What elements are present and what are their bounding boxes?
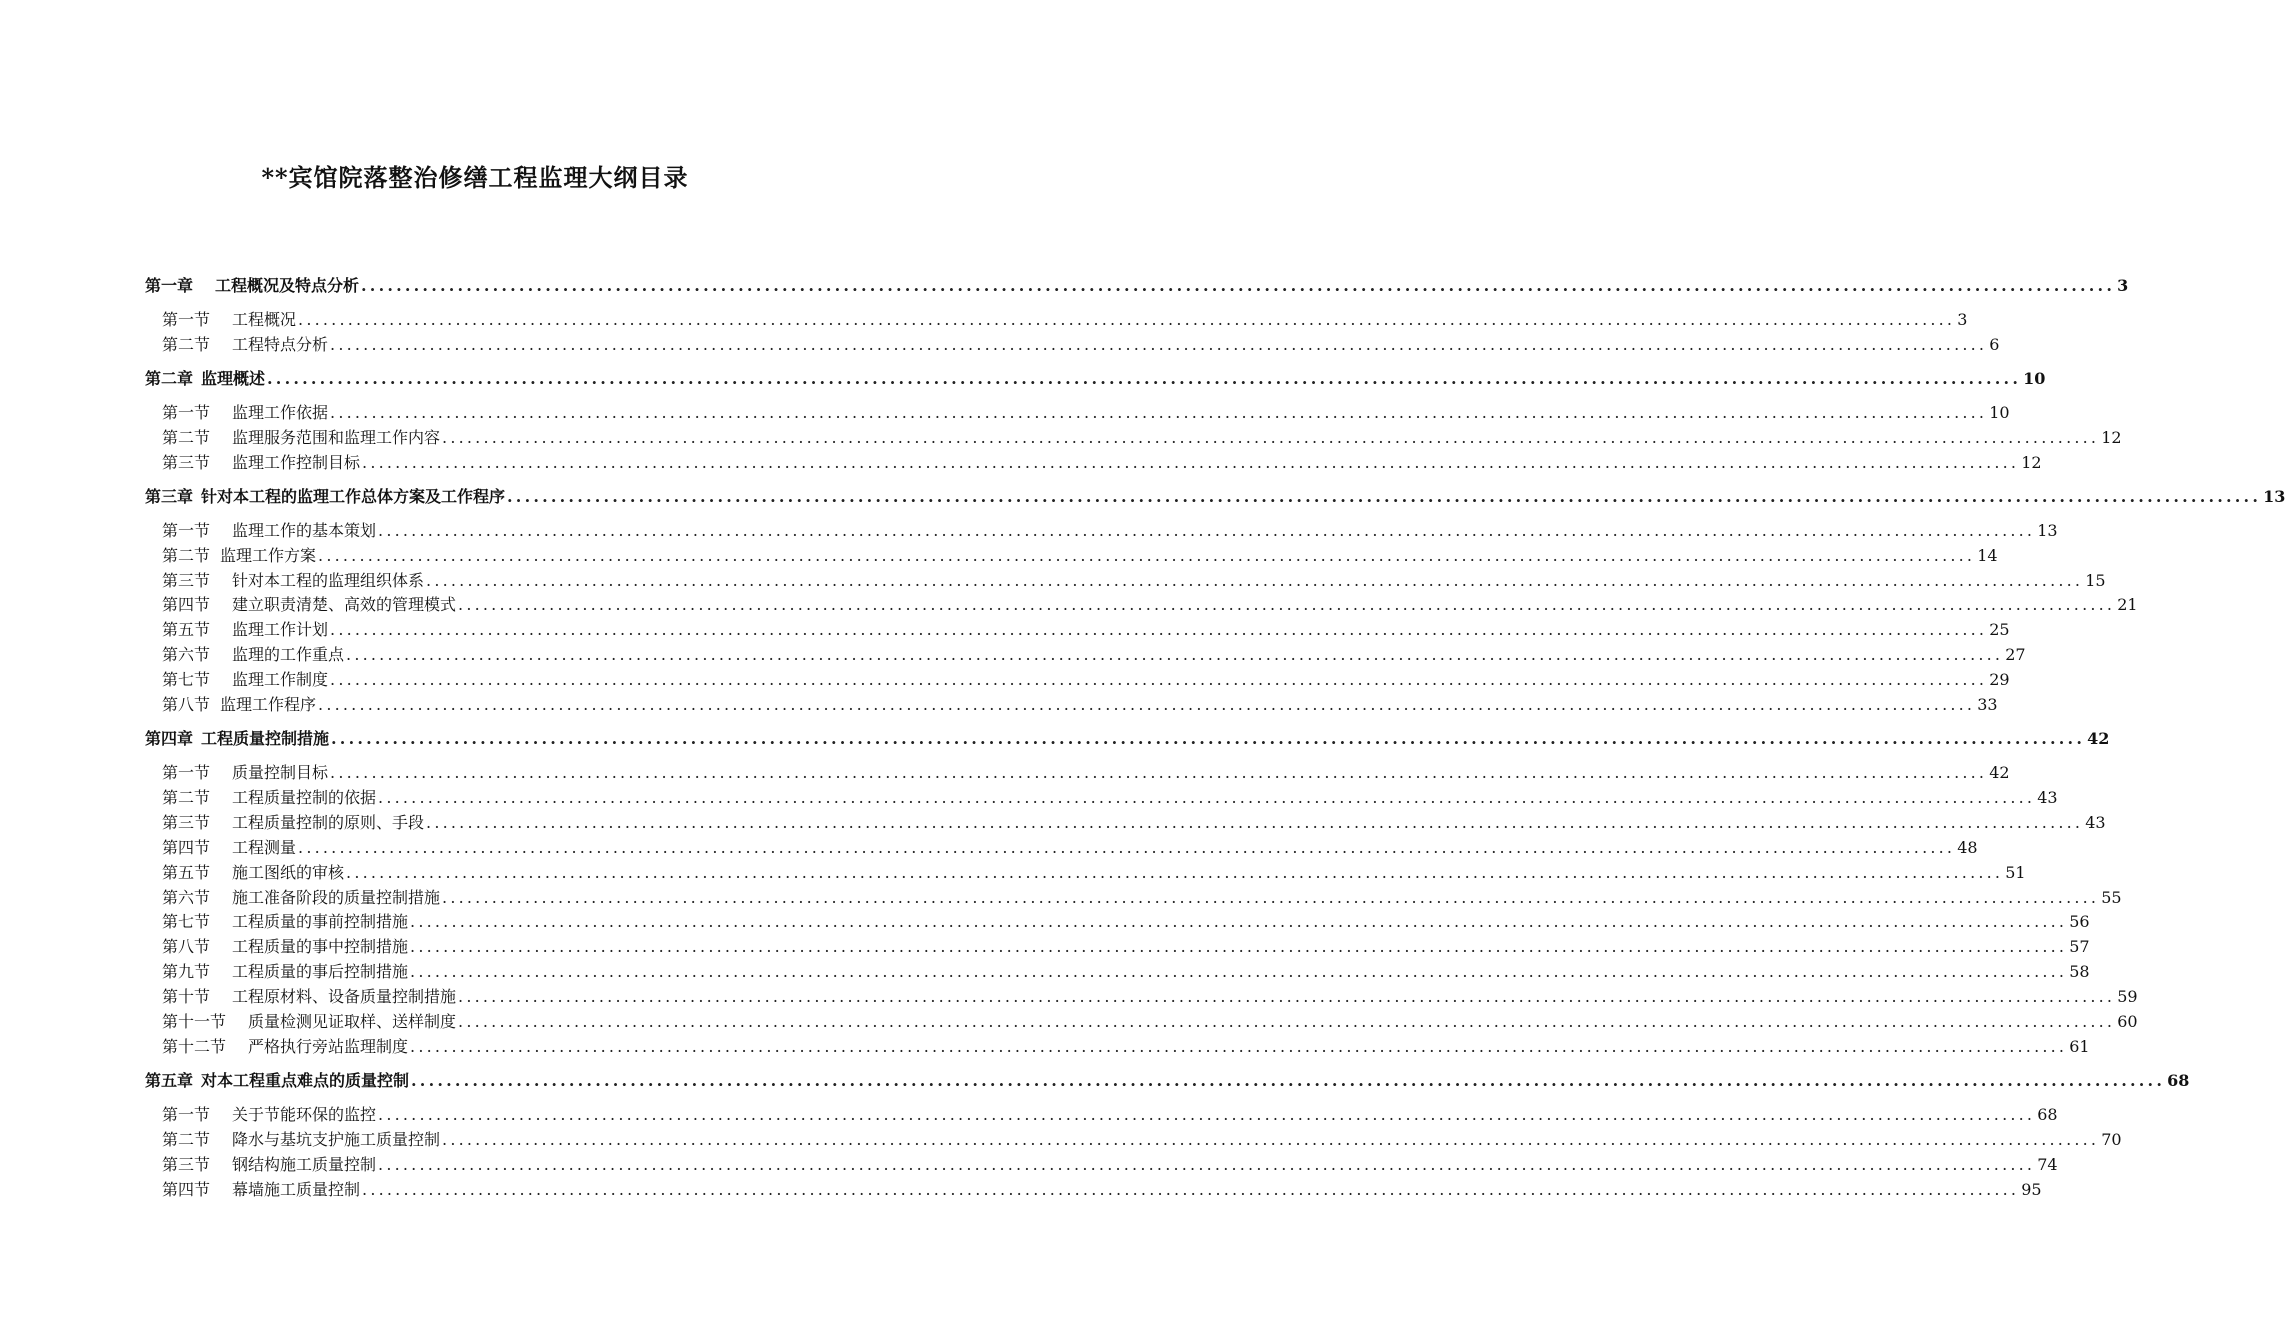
- toc-entry-number: 第四节: [162, 837, 211, 857]
- toc-chapter-row: [145, 1068, 2190, 1091]
- toc-section-row: [162, 810, 2106, 833]
- toc-section-row: [162, 984, 2138, 1007]
- toc-section-row: [162, 885, 2122, 908]
- toc-page-number: 21: [2117, 595, 2138, 615]
- toc-dot-leader: ........................................................................................................................................................................................................: [346, 645, 2004, 665]
- toc-chapter-row: [145, 726, 2110, 749]
- toc-page-number: 68: [2037, 1104, 2058, 1124]
- toc-entry-title: 工程质量控制的原则、手段: [232, 812, 425, 832]
- toc-page-number: 56: [2069, 912, 2090, 932]
- toc-page-number: 29: [1989, 670, 2010, 690]
- toc-dot-leader: ........................................................................................................................................................................................................: [410, 1036, 2068, 1056]
- toc-entry-title: 工程质量控制的依据: [232, 787, 377, 807]
- toc-entry-title: 监理工作的基本策划: [232, 520, 377, 540]
- toc-section-row: [162, 425, 2122, 448]
- toc-page-number: 13: [2263, 486, 2285, 506]
- toc-dot-leader: ........................................................................................................................................................................................................: [442, 1129, 2100, 1149]
- toc-entry-number: 第四节: [162, 1179, 211, 1199]
- toc-dot-leader: ........................................................................................................................................................................................................: [442, 887, 2100, 907]
- toc-page-number: 55: [2101, 887, 2122, 907]
- toc-entry-title: 工程测量: [232, 837, 297, 857]
- toc-entry-title: 对本工程重点难点的质量控制: [201, 1070, 410, 1090]
- toc-section-row: [162, 307, 1968, 330]
- toc-page-number: 13: [2037, 520, 2058, 540]
- toc-page-number: 43: [2085, 812, 2106, 832]
- toc-entry-title: 降水与基坑支护施工质量控制: [232, 1129, 441, 1149]
- toc-section-row: [162, 592, 2138, 615]
- toc-dot-leader: ........................................................................................................................................................................................................: [267, 368, 2022, 388]
- toc-dot-leader: ........................................................................................................................................................................................................: [330, 402, 1988, 422]
- toc-section-row: [162, 785, 2058, 808]
- toc-entry-title: 工程质量的事后控制措施: [232, 962, 409, 982]
- toc-page-number: 95: [2021, 1179, 2042, 1199]
- toc-entry-title: 工程质量的事中控制措施: [232, 937, 409, 957]
- toc-section-row: [162, 1009, 2138, 1032]
- toc-page-number: 33: [1977, 695, 1998, 714]
- toc-page-number: 74: [2037, 1154, 2058, 1174]
- toc-dot-leader: ........................................................................................................................................................................................................: [362, 452, 2020, 472]
- toc-section-row: [162, 909, 2090, 932]
- toc-section-row: [162, 760, 2010, 783]
- toc-section-row: [162, 692, 1998, 715]
- toc-entry-title: 监理工作控制目标: [232, 452, 361, 472]
- toc-entry-number: 第三章: [145, 486, 194, 506]
- toc-entry-number: 第一章: [145, 276, 194, 295]
- toc-section-row: [162, 568, 2106, 591]
- toc-entry-number: 第二节: [162, 545, 211, 565]
- toc-entry-number: 第四章: [145, 729, 194, 748]
- toc-entry-title: 施工准备阶段的质量控制措施: [232, 887, 441, 907]
- toc-entry-number: 第三节: [162, 812, 211, 832]
- toc-dot-leader: ........................................................................................................................................................................................................: [426, 812, 2084, 832]
- toc-section-row: [162, 617, 2010, 640]
- toc-section-row: [162, 1177, 2042, 1200]
- toc-entry-number: 第八节: [162, 695, 211, 714]
- toc-section-row: [162, 332, 2000, 355]
- toc-entry-title: 监理工作制度: [232, 670, 329, 690]
- toc-entry-number: 第一节: [162, 1104, 211, 1124]
- toc-dot-leader: ........................................................................................................................................................................................................: [298, 310, 1956, 329]
- toc-dot-leader: ........................................................................................................................................................................................................: [378, 1104, 2036, 1124]
- toc-entry-number: 第七节: [162, 912, 211, 932]
- toc-page-number: 68: [2167, 1070, 2190, 1090]
- toc-entry-number: 第五章: [145, 1070, 194, 1090]
- toc-entry-title: 严格执行旁站监理制度: [248, 1036, 409, 1056]
- toc-entry-title: 监理概述: [201, 368, 266, 388]
- toc-section-row: [162, 1127, 2122, 1150]
- toc-entry-number: 第十二节: [162, 1036, 227, 1056]
- toc-entry-title: 质量控制目标: [232, 763, 329, 782]
- toc-entry-title: 工程特点分析: [232, 334, 329, 354]
- toc-page-number: 48: [1957, 837, 1978, 857]
- toc-entry-number: 第三节: [162, 570, 211, 590]
- toc-page-number: 12: [2021, 452, 2042, 472]
- toc-dot-leader: ........................................................................................................................................................................................................: [318, 545, 1976, 565]
- toc-dot-leader: ........................................................................................................................................................................................................: [458, 1012, 2116, 1031]
- toc-dot-leader: ........................................................................................................................................................................................................: [298, 837, 1956, 857]
- toc-entry-number: 第一节: [162, 402, 211, 422]
- toc-entry-number: 第二节: [162, 1129, 211, 1149]
- toc-entry-number: 第一节: [162, 520, 211, 540]
- toc-page-number: 51: [2005, 862, 2026, 882]
- toc-section-row: [162, 959, 2090, 982]
- toc-section-row: [162, 450, 2042, 473]
- toc-entry-title: 针对本工程的监理工作总体方案及工作程序: [201, 486, 506, 506]
- toc-chapter-row: [145, 366, 2046, 389]
- toc-page-number: 27: [2005, 645, 2026, 665]
- toc-entry-title: 工程概况: [232, 310, 297, 329]
- toc-entry-number: 第十一节: [162, 1012, 227, 1031]
- toc-section-row: [162, 835, 1978, 858]
- toc-entry-title: 工程原材料、设备质量控制措施: [232, 987, 457, 1007]
- toc-entry-number: 第三节: [162, 1154, 211, 1174]
- toc-entry-number: 第十节: [162, 987, 211, 1007]
- toc-page-number: 14: [1977, 545, 1998, 565]
- toc-dot-leader: ........................................................................................................................................................................................................: [362, 1179, 2020, 1199]
- toc-section-row: [162, 667, 2010, 690]
- toc-entry-number: 第五节: [162, 620, 211, 640]
- toc-page-number: 3: [1957, 310, 1968, 329]
- toc-entry-title: 钢结构施工质量控制: [232, 1154, 377, 1174]
- toc-entry-number: 第一节: [162, 310, 211, 329]
- toc-entry-title: 关于节能环保的监控: [232, 1104, 377, 1124]
- toc-dot-leader: ........................................................................................................................................................................................................: [442, 427, 2100, 447]
- toc-page-number: 43: [2037, 787, 2058, 807]
- toc-dot-leader: ........................................................................................................................................................................................................: [410, 962, 2068, 982]
- toc-entry-title: 监理工作计划: [232, 620, 329, 640]
- toc-page-number: 3: [2117, 276, 2129, 295]
- toc-entry-number: 第三节: [162, 452, 211, 472]
- toc-section-row: [162, 1152, 2058, 1175]
- toc-section-row: [162, 642, 2026, 665]
- toc-page-number: 57: [2069, 937, 2090, 957]
- toc-dot-leader: ........................................................................................................................................................................................................: [378, 520, 2036, 540]
- toc-page-number: 10: [2023, 368, 2046, 388]
- toc-entry-title: 监理工作方案: [220, 545, 317, 565]
- toc-section-row: [162, 543, 1998, 566]
- toc-entry-title: 工程质量的事前控制措施: [232, 912, 409, 932]
- toc-entry-number: 第六节: [162, 645, 211, 665]
- toc-section-row: [162, 518, 2058, 541]
- toc-section-row: [162, 934, 2090, 957]
- toc-dot-leader: ........................................................................................................................................................................................................: [378, 787, 2036, 807]
- toc-page-number: 25: [1989, 620, 2010, 640]
- toc-page-number: 61: [2069, 1036, 2090, 1056]
- toc-entry-number: 第四节: [162, 595, 211, 615]
- toc-entry-title: 幕墙施工质量控制: [232, 1179, 361, 1199]
- toc-dot-leader: ........................................................................................................................................................................................................: [318, 695, 1976, 714]
- toc-page-number: 42: [1989, 763, 2010, 782]
- toc-entry-number: 第二节: [162, 787, 211, 807]
- toc-page-number: 6: [1989, 334, 2000, 354]
- toc-section-row: [162, 1034, 2090, 1057]
- toc-page-number: 70: [2101, 1129, 2122, 1149]
- toc-page-number: 10: [1989, 402, 2010, 422]
- toc-entry-title: 监理的工作重点: [232, 645, 345, 665]
- toc-page-number: 42: [2087, 729, 2110, 748]
- toc-dot-leader: ........................................................................................................................................................................................................: [361, 276, 2116, 295]
- toc-dot-leader: ........................................................................................................................................................................................................: [507, 486, 2262, 506]
- toc-entry-number: 第二章: [145, 368, 194, 388]
- toc-entry-title: 质量检测见证取样、送样制度: [248, 1012, 457, 1031]
- toc-entry-title: 工程质量控制措施: [201, 729, 330, 748]
- toc-entry-title: 施工图纸的审核: [232, 862, 345, 882]
- document-title: **宾馆院落整治修缮工程监理大纲目录: [261, 163, 689, 192]
- toc-dot-leader: ........................................................................................................................................................................................................: [410, 937, 2068, 957]
- toc-entry-title: 监理工作程序: [220, 695, 317, 714]
- toc-dot-leader: ........................................................................................................................................................................................................: [410, 912, 2068, 932]
- toc-dot-leader: ........................................................................................................................................................................................................: [330, 334, 1988, 354]
- toc-entry-number: 第二节: [162, 334, 211, 354]
- toc-entry-number: 第二节: [162, 427, 211, 447]
- toc-entry-title: 针对本工程的监理组织体系: [232, 570, 425, 590]
- toc-entry-title: 工程概况及特点分析: [215, 276, 360, 295]
- toc-entry-number: 第九节: [162, 962, 211, 982]
- toc-entry-number: 第八节: [162, 937, 211, 957]
- toc-dot-leader: ........................................................................................................................................................................................................: [330, 670, 1988, 690]
- toc-entry-title: 建立职责清楚、高效的管理模式: [232, 595, 457, 615]
- toc-entry-number: 第六节: [162, 887, 211, 907]
- toc-dot-leader: ........................................................................................................................................................................................................: [330, 763, 1988, 782]
- toc-entry-number: 第七节: [162, 670, 211, 690]
- toc-page-number: 15: [2085, 570, 2106, 590]
- toc-entry-number: 第一节: [162, 763, 211, 782]
- toc-dot-leader: ........................................................................................................................................................................................................: [331, 729, 2086, 748]
- toc-dot-leader: ........................................................................................................................................................................................................: [378, 1154, 2036, 1174]
- toc-page-number: 59: [2117, 987, 2138, 1007]
- toc-dot-leader: ........................................................................................................................................................................................................: [330, 620, 1988, 640]
- toc-chapter-row: [145, 484, 2285, 507]
- toc-dot-leader: ........................................................................................................................................................................................................: [411, 1070, 2166, 1090]
- toc-page-number: 60: [2117, 1012, 2138, 1031]
- toc-page-number: 12: [2101, 427, 2122, 447]
- toc-dot-leader: ........................................................................................................................................................................................................: [346, 862, 2004, 882]
- toc-entry-title: 监理服务范围和监理工作内容: [232, 427, 441, 447]
- toc-dot-leader: ........................................................................................................................................................................................................: [458, 595, 2116, 615]
- toc-section-row: [162, 860, 2026, 883]
- toc-section-row: [162, 1102, 2058, 1125]
- toc-entry-number: 第五节: [162, 862, 211, 882]
- toc-dot-leader: ........................................................................................................................................................................................................: [458, 987, 2116, 1007]
- toc-dot-leader: ........................................................................................................................................................................................................: [426, 570, 2084, 590]
- toc-chapter-row: [145, 273, 2129, 296]
- toc-page-number: 58: [2069, 962, 2090, 982]
- toc-section-row: [162, 400, 2010, 423]
- toc-entry-title: 监理工作依据: [232, 402, 329, 422]
